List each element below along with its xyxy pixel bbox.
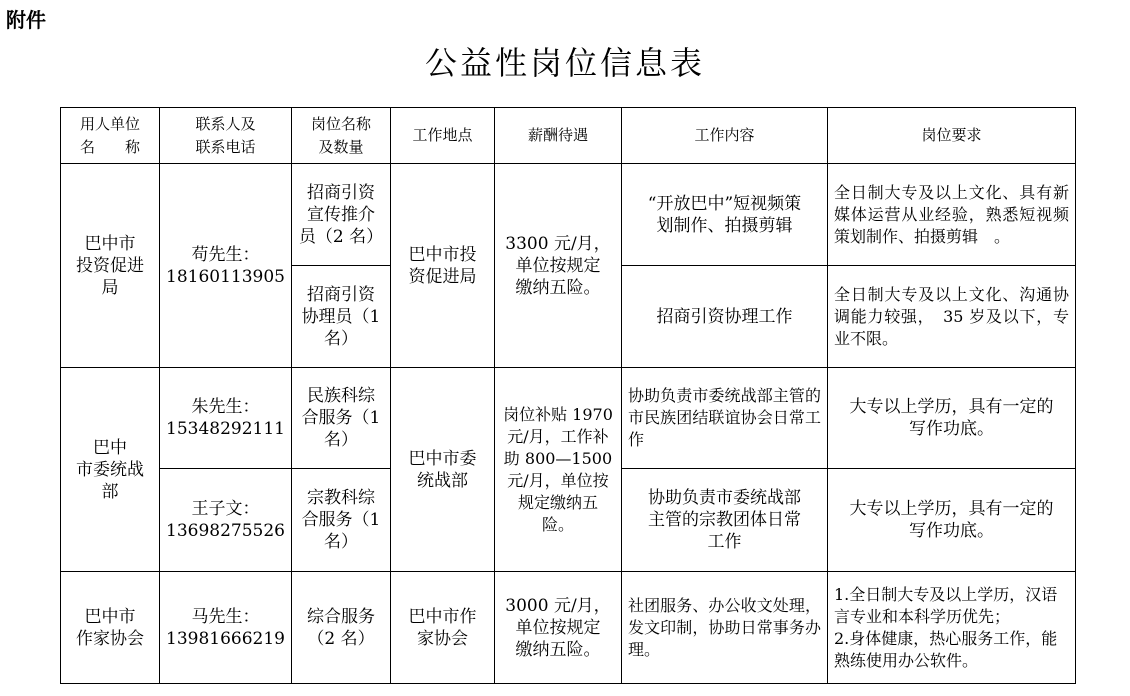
position-cell: 综合服务 （2 名） (291, 572, 390, 684)
table-header-row (61, 108, 1076, 164)
content-cell: 协助负责市委统战部主管的市民族团结联谊协会日常工作 (621, 368, 827, 469)
requirement-cell: 全日制大专及以上文化、具有新媒体运营从业经验，熟悉短视频策划制作、拍摄剪辑 。 (827, 164, 1075, 266)
header-salary: 薪酬待遇 (494, 108, 621, 164)
job-info-table (60, 107, 1076, 684)
contact-cell: 朱先生： 15348292111 (160, 368, 292, 469)
contact-cell: 马先生： 13981666219 (160, 572, 292, 684)
header-position: 岗位名称 及数量 (291, 108, 390, 164)
salary-cell: 岗位补贴 1970 元/月，工作补 助 800—1500 元/月，单位按 规定缴纳五 险。 (494, 368, 621, 572)
salary-cell: 3000 元/月， 单位按规定 缴纳五险。 (494, 572, 621, 684)
header-location: 工作地点 (390, 108, 494, 164)
table-row (61, 164, 1076, 266)
unit-cell: 巴中 市委统战 部 (61, 368, 160, 572)
unit-cell: 巴中市 作家协会 (61, 572, 160, 684)
location-cell: 巴中市投 资促进局 (390, 164, 494, 368)
position-cell: 招商引资 宣传推介 员（2 名） (291, 164, 390, 266)
content-cell: 协助负责市委统战部 主管的宗教团体日常 工作 (621, 469, 827, 572)
table-row (61, 572, 1076, 684)
header-contact: 联系人及 联系电话 (160, 108, 292, 164)
requirement-cell: 大专以上学历，具有一定的 写作功底。 (827, 368, 1075, 469)
content-cell: 招商引资协理工作 (621, 266, 827, 368)
position-cell: 宗教科综 合服务（1 名） (291, 469, 390, 572)
location-cell: 巴中市作 家协会 (390, 572, 494, 684)
header-content: 工作内容 (621, 108, 827, 164)
position-cell: 招商引资 协理员（1 名） (291, 266, 390, 368)
table-row (61, 368, 1076, 469)
location-cell: 巴中市委 统战部 (390, 368, 494, 572)
salary-cell: 3300 元/月， 单位按规定 缴纳五险。 (494, 164, 621, 368)
contact-cell: 王子文： 13698275526 (160, 469, 292, 572)
unit-cell: 巴中市 投资促进 局 (61, 164, 160, 368)
requirement-cell: 1.全日制大专及以上学历，汉语言专业和本科学历优先； 2.身体健康，热心服务工作，能熟练使用办公软件。 (827, 572, 1075, 684)
contact-cell: 苟先生： 18160113905 (160, 164, 292, 368)
content-cell: 社团服务、办公收文处理，发文印制，协助日常事务办理。 (621, 572, 827, 684)
page-title: 公益性岗位信息表 (424, 44, 705, 82)
header-requirement: 岗位要求 (827, 108, 1075, 164)
requirement-cell: 全日制大专及以上文化、沟通协调能力较强， 35 岁及以下，专业不限。 (827, 266, 1075, 368)
header-unit: 用人单位 名 称 (61, 108, 160, 164)
position-cell: 民族科综 合服务（1 名） (291, 368, 390, 469)
requirement-cell: 大专以上学历，具有一定的 写作功底。 (827, 469, 1075, 572)
attachment-label: 附件 (6, 8, 46, 32)
content-cell: “开放巴中”短视频策 划制作、拍摄剪辑 (621, 164, 827, 266)
